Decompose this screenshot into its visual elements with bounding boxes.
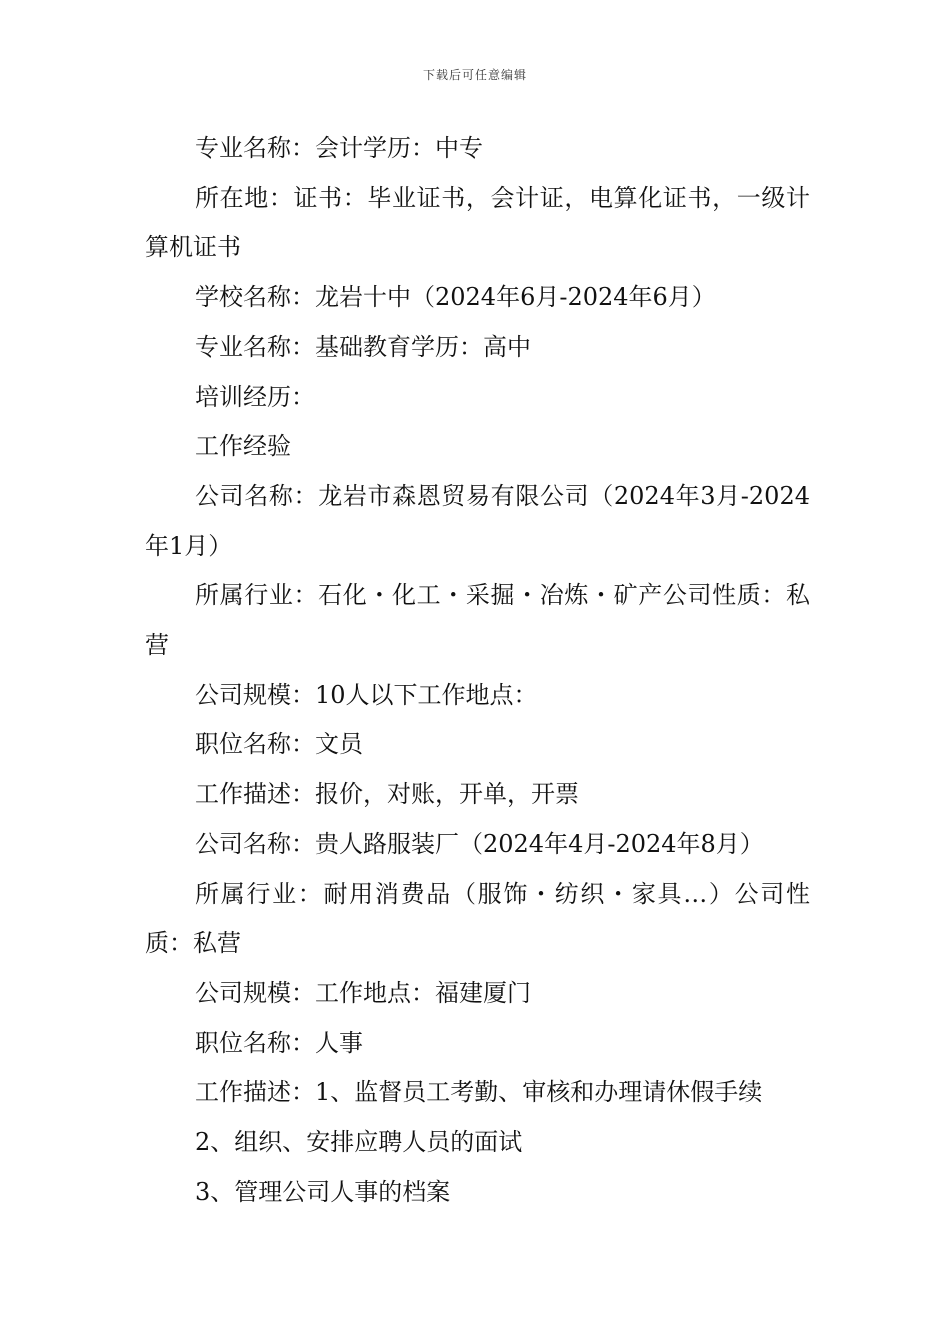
paragraph-school-name: 学校名称：龙岩十中（2024年6月-2024年6月） xyxy=(195,283,716,312)
paragraph-major-accounting: 专业名称：会计学历：中专 xyxy=(195,134,483,162)
paragraph-major-basic-education: 专业名称：基础教育学历：高中 xyxy=(195,332,531,361)
paragraph-work-experience-heading: 工作经验 xyxy=(195,432,291,461)
paragraph-company-1-position: 职位名称：文员 xyxy=(195,730,363,759)
paragraph-company-1-name: 公司名称：龙岩市森恩贸易有限公司（2024年3月-2024年1月） xyxy=(145,481,810,560)
paragraph-duty-2: 2、组织、安排应聘人员的面试 xyxy=(195,1128,523,1157)
header-note: 下载后可任意编辑 xyxy=(422,68,527,82)
paragraph-company-2-industry: 所属行业：耐用消费品（服饰・纺织・家具…）公司性质：私营 xyxy=(145,879,810,958)
paragraph-company-2-scale: 公司规模：工作地点：福建厦门 xyxy=(195,978,531,1007)
paragraph-training-heading: 培训经历： xyxy=(195,382,315,411)
document-body xyxy=(145,124,810,1217)
paragraph-company-1-description: 工作描述：报价，对账，开单，开票 xyxy=(195,780,579,809)
paragraph-company-1-industry: 所属行业：石化・化工・采掘・冶炼・矿产公司性质：私营 xyxy=(145,581,810,660)
paragraph-company-2-name: 公司名称：贵人路服装厂（2024年4月-2024年8月） xyxy=(195,829,764,858)
paragraph-duty-3: 3、管理公司人事的档案 xyxy=(195,1177,451,1206)
paragraph-company-2-position: 职位名称：人事 xyxy=(195,1028,363,1057)
paragraph-company-2-description: 工作描述：1、监督员工考勤、审核和办理请休假手续 xyxy=(195,1078,763,1107)
paragraph-location-certificates: 所在地：证书：毕业证书，会计证，电算化证书，一级计算机证书 xyxy=(145,183,810,262)
paragraph-company-1-scale: 公司规模：10人以下工作地点： xyxy=(195,680,538,709)
